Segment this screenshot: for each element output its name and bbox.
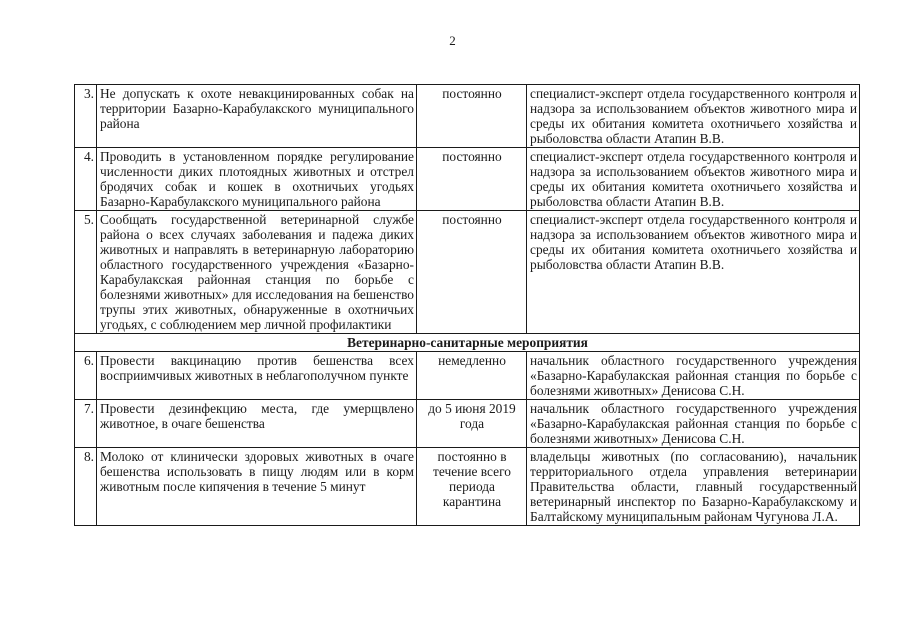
table-row bbox=[75, 211, 860, 334]
table-row bbox=[75, 85, 860, 148]
row-term: немедленно bbox=[417, 352, 527, 400]
table-row bbox=[75, 352, 860, 400]
page-number: 2 bbox=[449, 33, 456, 48]
row-responsible: специалист-эксперт отдела государственного контроля и надзора за использованием объектов животного мира и среды их обитания комитета охотничьего хозяйства и рыболовства области Атапин В.В. bbox=[527, 85, 860, 148]
row-number: 4. bbox=[75, 148, 97, 211]
row-task: Провести вакцинацию против бешенства всех восприимчивых животных в неблагополучном пункте bbox=[97, 352, 417, 400]
measures-table bbox=[74, 84, 860, 526]
row-task: Не допускать к охоте невакцинированных собак на территории Базарно-Карабулакского муниципального района bbox=[97, 85, 417, 148]
section-title: Ветеринарно-санитарные мероприятия bbox=[75, 334, 860, 352]
row-task: Проводить в установленном порядке регулирование численности диких плотоядных животных и отстрел бродячих собак и кошек в охотничьих угодьях Базарно-Карабулакского муниципального района bbox=[97, 148, 417, 211]
table-row bbox=[75, 148, 860, 211]
row-term: постоянно bbox=[417, 148, 527, 211]
row-task: Молоко от клинически здоровых животных в очаге бешенства использовать в пищу людям или в корм животным после кипячения в течение 5 минут bbox=[97, 448, 417, 526]
row-number: 3. bbox=[75, 85, 97, 148]
table-row bbox=[75, 448, 860, 526]
table-row bbox=[75, 400, 860, 448]
row-term: постоянно bbox=[417, 211, 527, 334]
row-number: 7. bbox=[75, 400, 97, 448]
section-header-row bbox=[75, 334, 860, 352]
row-term: постоянно bbox=[417, 85, 527, 148]
row-task: Сообщать государственной ветеринарной службе района о всех случаях заболевания и падежа диких животных и направлять в ветеринарную лабораторию областного государственного учреждения «Базарно-Карабулакская районная станция по борьбе с болезнями животных» для исследования на бешенство трупы этих животных, обнаруженные в охотничьих угодьях, с соблюдением мер личной профилактики bbox=[97, 211, 417, 334]
row-term: до 5 июня 2019 года bbox=[417, 400, 527, 448]
row-responsible: специалист-эксперт отдела государственного контроля и надзора за использованием объектов животного мира и среды их обитания комитета охотничьего хозяйства и рыболовства области Атапин В.В. bbox=[527, 148, 860, 211]
row-term: постоянно в течение всего периода карантина bbox=[417, 448, 527, 526]
row-number: 8. bbox=[75, 448, 97, 526]
row-number: 6. bbox=[75, 352, 97, 400]
row-task: Провести дезинфекцию места, где умерщвлено животное, в очаге бешенства bbox=[97, 400, 417, 448]
row-number: 5. bbox=[75, 211, 97, 334]
row-responsible: начальник областного государственного учреждения «Базарно-Карабулакская районная станция по борьбе с болезнями животных» Денисова С.Н. bbox=[527, 400, 860, 448]
row-responsible: начальник областного государственного учреждения «Базарно-Карабулакская районная станция по борьбе с болезнями животных» Денисова С.Н. bbox=[527, 352, 860, 400]
row-responsible: владельцы животных (по согласованию), начальник территориального отдела управления ветеринарии Правительства области, главный государственный ветеринарный инспектор по Базарно-Карабулакскому и Балтайскому муниципальным районам Чугунова Л.А. bbox=[527, 448, 860, 526]
row-responsible: специалист-эксперт отдела государственного контроля и надзора за использованием объектов животного мира и среды их обитания комитета охотничьего хозяйства и рыболовства области Атапин В.В. bbox=[527, 211, 860, 334]
